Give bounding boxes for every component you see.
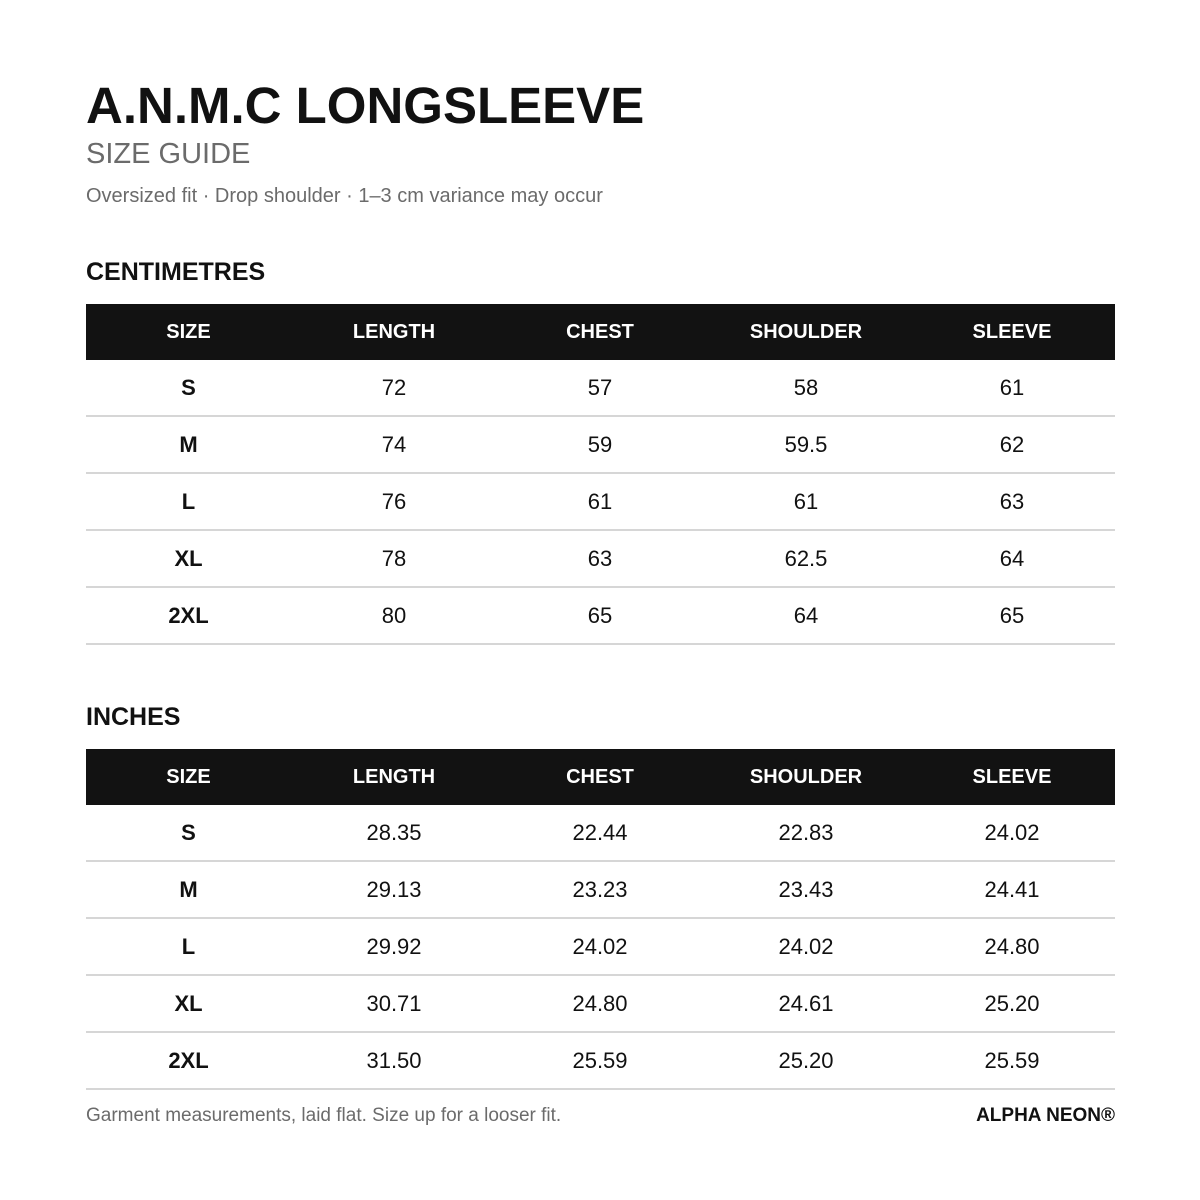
column-header-size: SIZE (86, 304, 291, 360)
table-row (86, 918, 1115, 975)
size-cell: 2XL (86, 587, 291, 644)
size-table-centimetres (86, 304, 1115, 645)
shoulder-cell: 64 (703, 587, 909, 644)
chest-cell: 65 (497, 587, 703, 644)
sleeve-cell: 25.59 (909, 1032, 1115, 1089)
length-cell: 29.13 (291, 861, 497, 918)
table-row (86, 805, 1115, 861)
sleeve-cell: 65 (909, 587, 1115, 644)
length-cell: 30.71 (291, 975, 497, 1032)
length-cell: 31.50 (291, 1032, 497, 1089)
footer-note: Garment measurements, laid flat. Size up for a looser fit. (86, 1105, 562, 1126)
chest-cell: 25.59 (497, 1032, 703, 1089)
length-cell: 74 (291, 416, 497, 473)
table-row (86, 360, 1115, 416)
shoulder-cell: 23.43 (703, 861, 909, 918)
sleeve-cell: 24.41 (909, 861, 1115, 918)
table-row (86, 975, 1115, 1032)
column-header-chest: CHEST (497, 749, 703, 805)
column-header-length: LENGTH (291, 749, 497, 805)
shoulder-cell: 61 (703, 473, 909, 530)
sleeve-cell: 62 (909, 416, 1115, 473)
shoulder-cell: 24.61 (703, 975, 909, 1032)
table-header-row (86, 749, 1115, 805)
sleeve-cell: 64 (909, 530, 1115, 587)
column-header-chest: CHEST (497, 304, 703, 360)
sleeve-cell: 24.80 (909, 918, 1115, 975)
chest-cell: 63 (497, 530, 703, 587)
table-row (86, 530, 1115, 587)
table-row (86, 587, 1115, 644)
section-heading-centimetres: CENTIMETRES (86, 258, 266, 286)
shoulder-cell: 25.20 (703, 1032, 909, 1089)
column-header-size: SIZE (86, 749, 291, 805)
size-cell: M (86, 416, 291, 473)
size-cell: XL (86, 975, 291, 1032)
sleeve-cell: 24.02 (909, 805, 1115, 861)
chest-cell: 57 (497, 360, 703, 416)
chest-cell: 61 (497, 473, 703, 530)
size-cell: 2XL (86, 1032, 291, 1089)
sleeve-cell: 25.20 (909, 975, 1115, 1032)
shoulder-cell: 22.83 (703, 805, 909, 861)
table-row (86, 861, 1115, 918)
size-cell: S (86, 805, 291, 861)
length-cell: 72 (291, 360, 497, 416)
column-header-shoulder: SHOULDER (703, 749, 909, 805)
column-header-length: LENGTH (291, 304, 497, 360)
column-header-sleeve: SLEEVE (909, 304, 1115, 360)
length-cell: 78 (291, 530, 497, 587)
chest-cell: 22.44 (497, 805, 703, 861)
size-cell: M (86, 861, 291, 918)
size-cell: L (86, 918, 291, 975)
size-table-inches (86, 749, 1115, 1090)
section-heading-inches: INCHES (86, 703, 181, 731)
length-cell: 28.35 (291, 805, 497, 861)
length-cell: 29.92 (291, 918, 497, 975)
length-cell: 76 (291, 473, 497, 530)
shoulder-cell: 62.5 (703, 530, 909, 587)
page-subtitle: SIZE GUIDE (86, 138, 251, 170)
size-cell: S (86, 360, 291, 416)
column-header-shoulder: SHOULDER (703, 304, 909, 360)
brand-name: ALPHA NEON® (976, 1105, 1115, 1126)
table-row (86, 473, 1115, 530)
chest-cell: 23.23 (497, 861, 703, 918)
length-cell: 80 (291, 587, 497, 644)
shoulder-cell: 58 (703, 360, 909, 416)
sleeve-cell: 61 (909, 360, 1115, 416)
sleeve-cell: 63 (909, 473, 1115, 530)
size-cell: XL (86, 530, 291, 587)
shoulder-cell: 59.5 (703, 416, 909, 473)
table-row (86, 1032, 1115, 1089)
chest-cell: 59 (497, 416, 703, 473)
column-header-sleeve: SLEEVE (909, 749, 1115, 805)
fit-tagline: Oversized fit · Drop shoulder · 1–3 cm variance may occur (86, 185, 603, 207)
chest-cell: 24.80 (497, 975, 703, 1032)
table-row (86, 416, 1115, 473)
chest-cell: 24.02 (497, 918, 703, 975)
table-header-row (86, 304, 1115, 360)
size-cell: L (86, 473, 291, 530)
shoulder-cell: 24.02 (703, 918, 909, 975)
product-title: A.N.M.C LONGSLEEVE (86, 77, 645, 134)
